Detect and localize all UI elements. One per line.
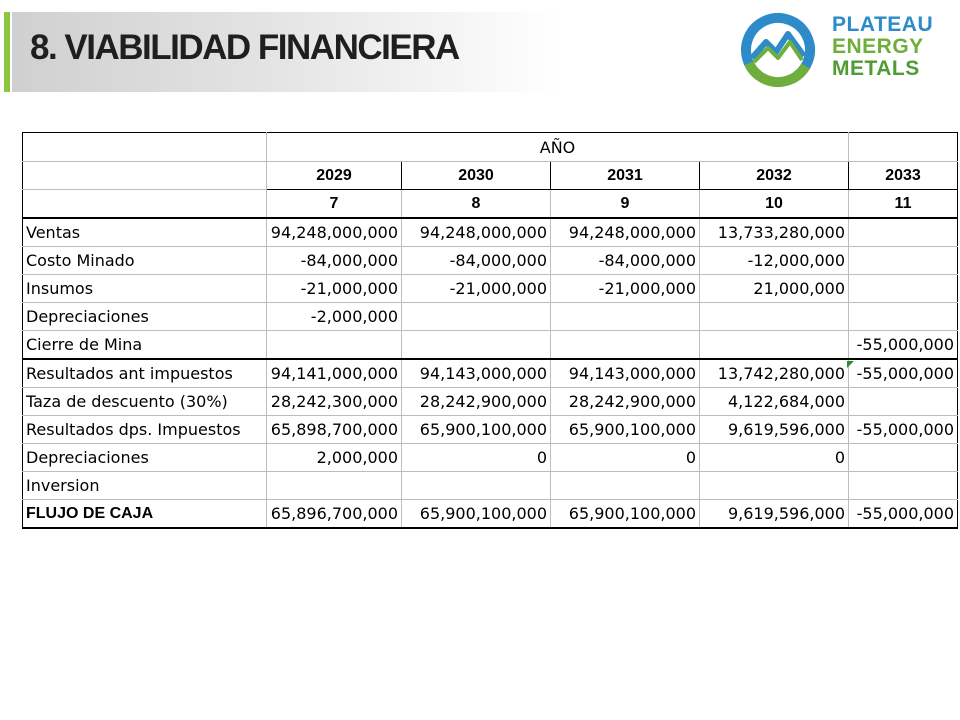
table-row-years	[23, 162, 958, 190]
table-cell-empty	[23, 190, 267, 219]
financial-table	[22, 132, 958, 529]
value-cell: 9,619,596,000	[700, 416, 849, 444]
value-cell: -21,000,000	[267, 275, 402, 303]
value-cell: -84,000,000	[267, 247, 402, 275]
year-header: 2029	[267, 162, 402, 190]
value-cell: -55,000,000	[849, 416, 958, 444]
value-cell: 28,242,900,000	[551, 388, 700, 416]
value-cell: 0	[700, 444, 849, 472]
table-row	[23, 359, 958, 388]
logo-line-2: ENERGY	[832, 35, 924, 58]
year-header: 2031	[551, 162, 700, 190]
value-cell	[849, 472, 958, 500]
table-row	[23, 388, 958, 416]
value-cell: 28,242,300,000	[267, 388, 402, 416]
table-body	[23, 218, 958, 528]
period-header: 8	[402, 190, 551, 219]
title-accent-line	[4, 12, 10, 92]
value-cell	[849, 218, 958, 247]
row-label: Taza de descuento (30%)	[23, 388, 267, 416]
table-cell-empty	[849, 133, 958, 162]
logo-wordmark	[832, 14, 933, 80]
row-label: Cierre de Mina	[23, 331, 267, 360]
value-cell: 0	[551, 444, 700, 472]
value-cell: 65,900,100,000	[402, 500, 551, 529]
row-label: Depreciaciones	[23, 444, 267, 472]
period-header: 10	[700, 190, 849, 219]
value-cell: 65,900,100,000	[402, 416, 551, 444]
value-cell: -55,000,000	[849, 331, 958, 360]
table-cell-empty	[23, 162, 267, 190]
value-cell: 94,143,000,000	[551, 359, 700, 388]
value-cell: -2,000,000	[267, 303, 402, 331]
value-cell	[849, 444, 958, 472]
value-cell	[267, 472, 402, 500]
value-cell: 94,141,000,000	[267, 359, 402, 388]
period-header: 11	[849, 190, 958, 219]
row-label: FLUJO DE CAJA	[23, 500, 267, 529]
logo-line-3: METALS	[832, 57, 920, 80]
value-cell: -55,000,000	[849, 500, 958, 529]
value-cell: -84,000,000	[402, 247, 551, 275]
table-row	[23, 331, 958, 360]
value-cell	[849, 303, 958, 331]
value-cell	[700, 472, 849, 500]
value-cell: 13,742,280,000	[700, 359, 849, 388]
value-cell: -21,000,000	[551, 275, 700, 303]
table-row	[23, 218, 958, 247]
row-label: Resultados dps. Impuestos	[23, 416, 267, 444]
company-logo	[740, 12, 940, 88]
value-cell	[267, 331, 402, 360]
period-header: 9	[551, 190, 700, 219]
table-row	[23, 444, 958, 472]
table-row	[23, 275, 958, 303]
year-header: 2032	[700, 162, 849, 190]
logo-line-1: PLATEAU	[832, 13, 934, 36]
value-cell: 94,143,000,000	[402, 359, 551, 388]
value-cell: 94,248,000,000	[267, 218, 402, 247]
financial-table-container	[22, 132, 958, 532]
value-cell	[402, 303, 551, 331]
year-header: 2030	[402, 162, 551, 190]
value-cell	[849, 247, 958, 275]
value-cell: 13,733,280,000	[700, 218, 849, 247]
value-cell: -55,000,000	[849, 359, 958, 388]
cell-comment-marker	[847, 361, 854, 368]
value-cell: 2,000,000	[267, 444, 402, 472]
row-label: Inversion	[23, 472, 267, 500]
value-cell	[551, 331, 700, 360]
value-cell: 65,896,700,000	[267, 500, 402, 529]
value-cell: 65,900,100,000	[551, 500, 700, 529]
table-row	[23, 303, 958, 331]
value-cell	[551, 303, 700, 331]
value-cell	[402, 331, 551, 360]
logo-globe-icon	[740, 12, 830, 88]
value-cell	[700, 303, 849, 331]
row-label: Resultados ant impuestos	[23, 359, 267, 388]
table-row-group-header	[23, 133, 958, 162]
table-row	[23, 472, 958, 500]
row-label: Depreciaciones	[23, 303, 267, 331]
value-cell: -21,000,000	[402, 275, 551, 303]
value-cell: 65,898,700,000	[267, 416, 402, 444]
value-cell: -84,000,000	[551, 247, 700, 275]
value-cell: 28,242,900,000	[402, 388, 551, 416]
value-cell: 65,900,100,000	[551, 416, 700, 444]
value-cell	[551, 472, 700, 500]
value-cell: 94,248,000,000	[551, 218, 700, 247]
value-cell: 9,619,596,000	[700, 500, 849, 529]
year-header: 2033	[849, 162, 958, 190]
value-cell: 94,248,000,000	[402, 218, 551, 247]
value-cell	[402, 472, 551, 500]
row-label: Insumos	[23, 275, 267, 303]
value-cell: 21,000,000	[700, 275, 849, 303]
table-row	[23, 247, 958, 275]
table-row	[23, 500, 958, 529]
value-cell	[849, 275, 958, 303]
value-cell: 0	[402, 444, 551, 472]
value-cell	[700, 331, 849, 360]
value-cell: 4,122,684,000	[700, 388, 849, 416]
table-row-periods	[23, 190, 958, 219]
value-cell: -12,000,000	[700, 247, 849, 275]
table-corner-cell	[23, 133, 267, 162]
period-header: 7	[267, 190, 402, 219]
page-title: 8. VIABILIDAD FINANCIERA	[30, 28, 459, 67]
row-label: Ventas	[23, 218, 267, 247]
year-group-header: AÑO	[267, 133, 849, 162]
table-row	[23, 416, 958, 444]
value-cell	[849, 388, 958, 416]
row-label: Costo Minado	[23, 247, 267, 275]
